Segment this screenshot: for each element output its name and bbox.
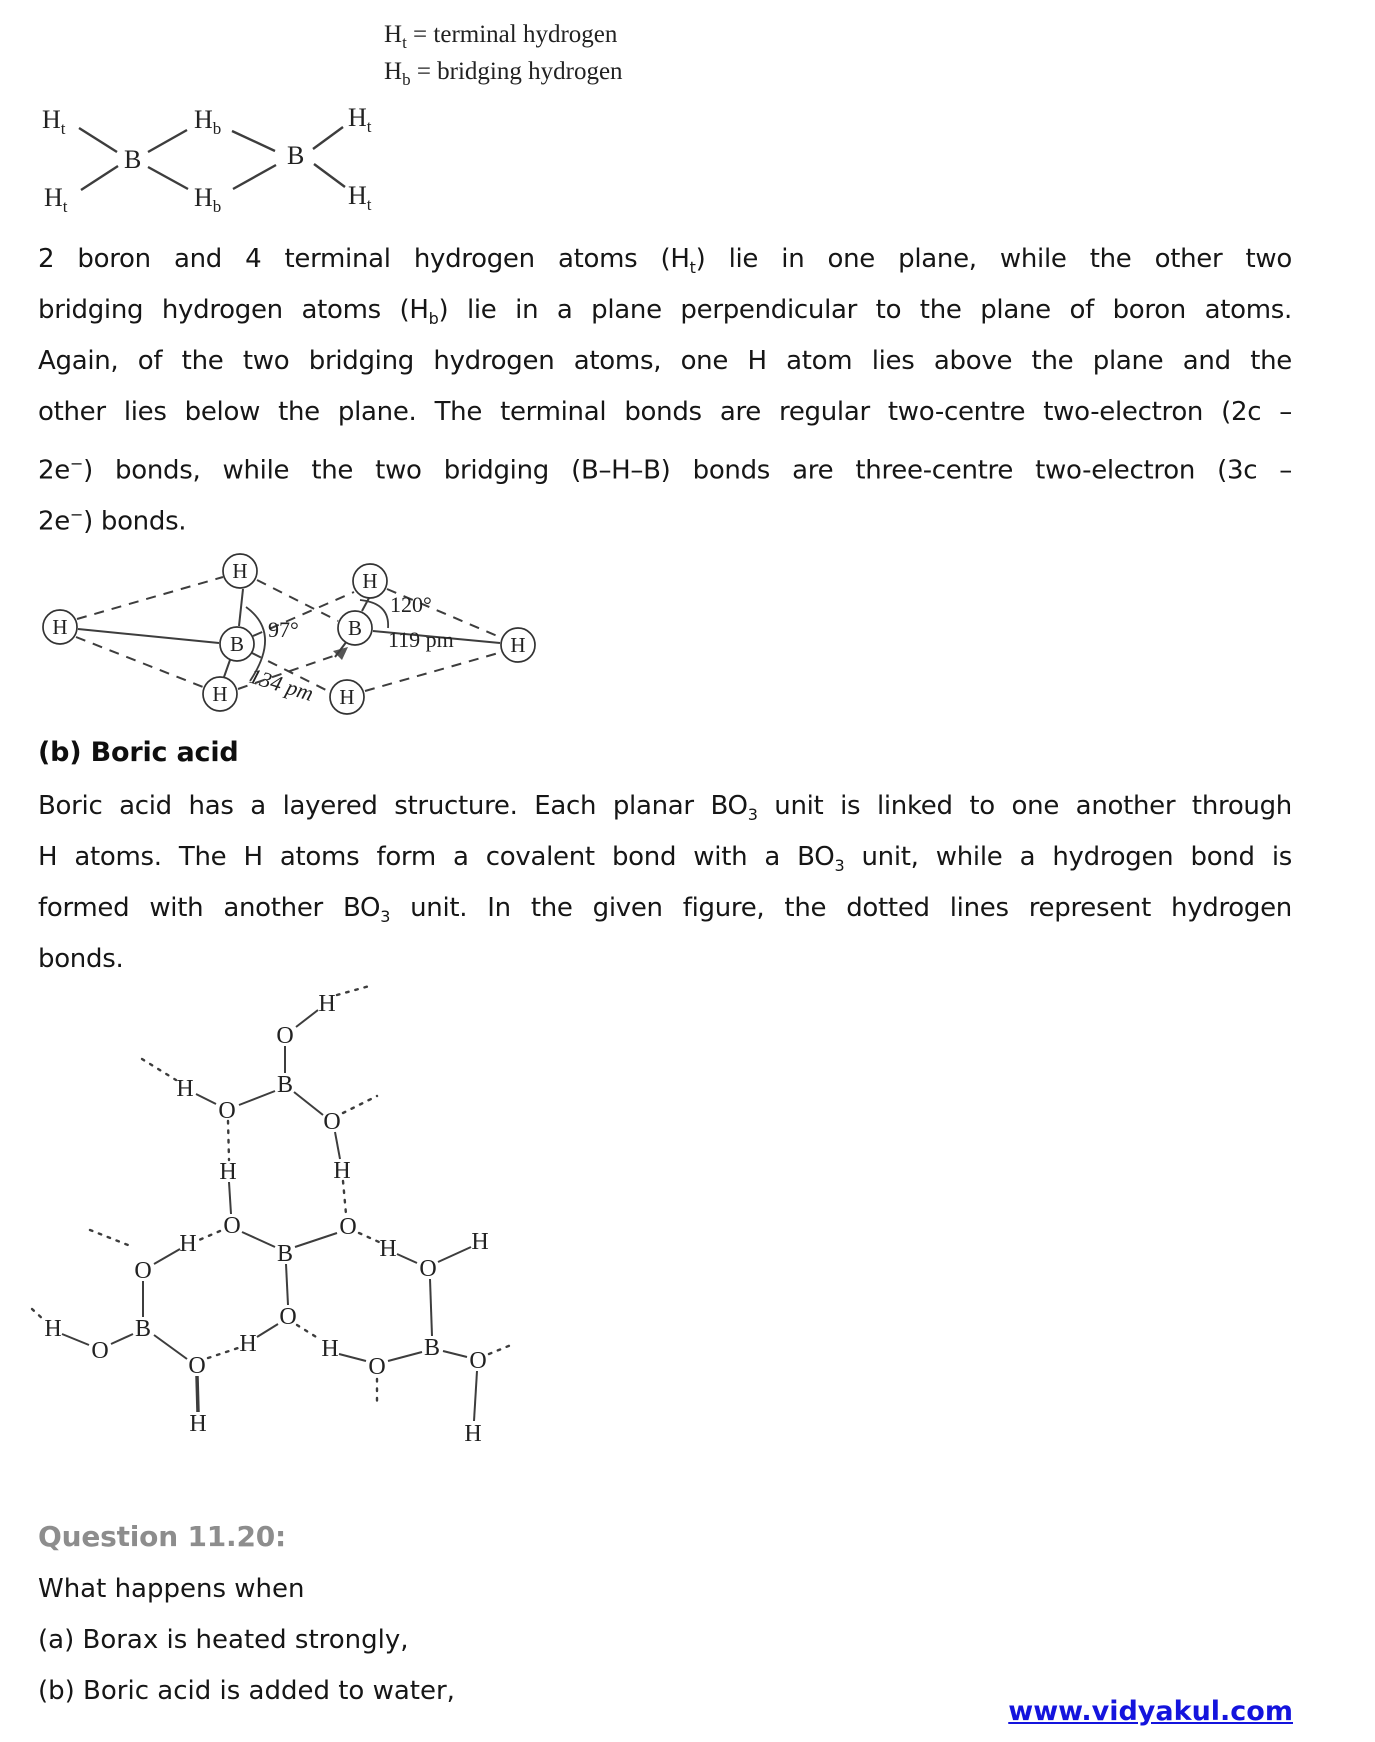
text-line: H atoms. The H atoms form a covalent bond with a $BO_3$ unit, while a hydrogen bond is — [38, 842, 1292, 876]
atom-label: H — [321, 1336, 339, 1362]
atom-label: O — [279, 1304, 297, 1330]
atom-label: B — [229, 632, 245, 656]
legend-line-terminal: $H_t$ = terminal hydrogen — [384, 21, 618, 52]
bridge-angle-label: 97° — [268, 617, 299, 642]
atom-label: H — [212, 682, 228, 706]
atom-label: O — [188, 1353, 206, 1379]
atom-label: $H_t$ — [348, 181, 372, 214]
atom-label: H — [219, 1159, 237, 1185]
atom-label: H — [176, 1076, 194, 1102]
question-part-b: (b) Boric acid is added to water, — [38, 1676, 455, 1706]
question-heading: Question 11.20: — [38, 1520, 287, 1553]
atom-label: O — [469, 1348, 487, 1374]
atom-label: H — [510, 633, 526, 657]
atom-label: O — [134, 1258, 152, 1284]
question-intro-line: What happens when — [38, 1574, 305, 1604]
atom-label: B — [423, 1335, 441, 1361]
paragraph-diborane — [38, 234, 1292, 540]
atom-label: B — [347, 616, 363, 640]
atom-label: H — [232, 559, 248, 583]
atom-label: O — [218, 1098, 236, 1124]
atom-labels — [44, 991, 488, 1447]
section-b-heading: (b) Boric acid — [38, 737, 239, 768]
atom-label: H — [379, 1236, 397, 1262]
diborane-geometry-figure — [30, 497, 550, 715]
boric-acid-structure-figure — [30, 983, 530, 1461]
question-lines — [38, 1564, 455, 1717]
atom-label: O — [339, 1214, 357, 1240]
atom-label: B — [287, 141, 305, 170]
atom-label: H — [471, 1229, 489, 1255]
atom-label: H — [339, 685, 355, 709]
text-line: bridging hydrogen atoms $(H_b)$ lie in a plane perpendicular to the plane of boron atoms. — [38, 295, 1292, 329]
bridge-bond-length-label: 134 pm — [246, 662, 317, 706]
paragraph-boric-acid — [38, 781, 1292, 985]
atom-label: O — [276, 1023, 294, 1049]
atom-label: $H_b$ — [194, 183, 222, 216]
atom-label: $H_t$ — [42, 105, 66, 138]
atom-label: B — [276, 1241, 294, 1267]
terminal-angle-label: 120° — [390, 592, 432, 617]
atom-label: O — [368, 1354, 386, 1380]
text-line: 2e−) bonds. — [38, 505, 187, 537]
legend-line-bridging: $H_b$ = bridging hydrogen — [384, 58, 623, 89]
atom-label: O — [419, 1256, 437, 1282]
atom-label: O — [223, 1213, 241, 1239]
figure-legend — [384, 20, 623, 94]
atom-label: H — [464, 1421, 482, 1447]
diborane-structure-figure — [32, 94, 392, 224]
text-line: Again, of the two bridging hydrogen atoms, one H atom lies above the plane and the — [38, 346, 1292, 376]
text-line: 2 boron and 4 terminal hydrogen atoms $(H_t)$ lie in one plane, while the other two — [38, 244, 1292, 278]
atom-labels — [42, 103, 372, 216]
atom-label: H — [333, 1158, 351, 1184]
vidyakul-website-link[interactable]: www.vidyakul.com — [1008, 1696, 1293, 1727]
atom-label: H — [318, 991, 336, 1017]
atom-label: $H_t$ — [348, 103, 372, 136]
atom-label: H — [52, 615, 68, 639]
covalent-bond-lines — [62, 1010, 477, 1421]
atom-label: O — [91, 1338, 109, 1364]
atom-label: O — [323, 1109, 341, 1135]
text-line: 2e−) bonds, while the two bridging (B–H–B) bonds are three-centre two-electron (3c – — [38, 454, 1292, 486]
text-line: bonds. — [38, 944, 124, 974]
atom-label: B — [124, 145, 142, 174]
atom-label: $H_b$ — [194, 105, 222, 138]
question-part-a: (a) Borax is heated strongly, — [38, 1625, 409, 1655]
atom-label: B — [134, 1316, 152, 1342]
atom-label: H — [44, 1316, 62, 1342]
atom-label: H — [239, 1331, 257, 1357]
atom-label: B — [276, 1072, 294, 1098]
text-line: formed with another $BO_3$ unit. In the given figure, the dotted lines represent hydrogen — [38, 893, 1292, 927]
text-line: other lies below the plane. The terminal bonds are regular two-centre two-electron (2c – — [38, 397, 1292, 427]
atom-label: H — [189, 1411, 207, 1437]
atom-label: H — [362, 569, 378, 593]
terminal-bond-length-label: 119 pm — [388, 627, 454, 652]
atom-label: $H_t$ — [44, 183, 68, 216]
atom-label: H — [179, 1231, 197, 1257]
text-line: Boric acid has a layered structure. Each planar $BO_3$ unit is linked to one another through — [38, 791, 1292, 825]
